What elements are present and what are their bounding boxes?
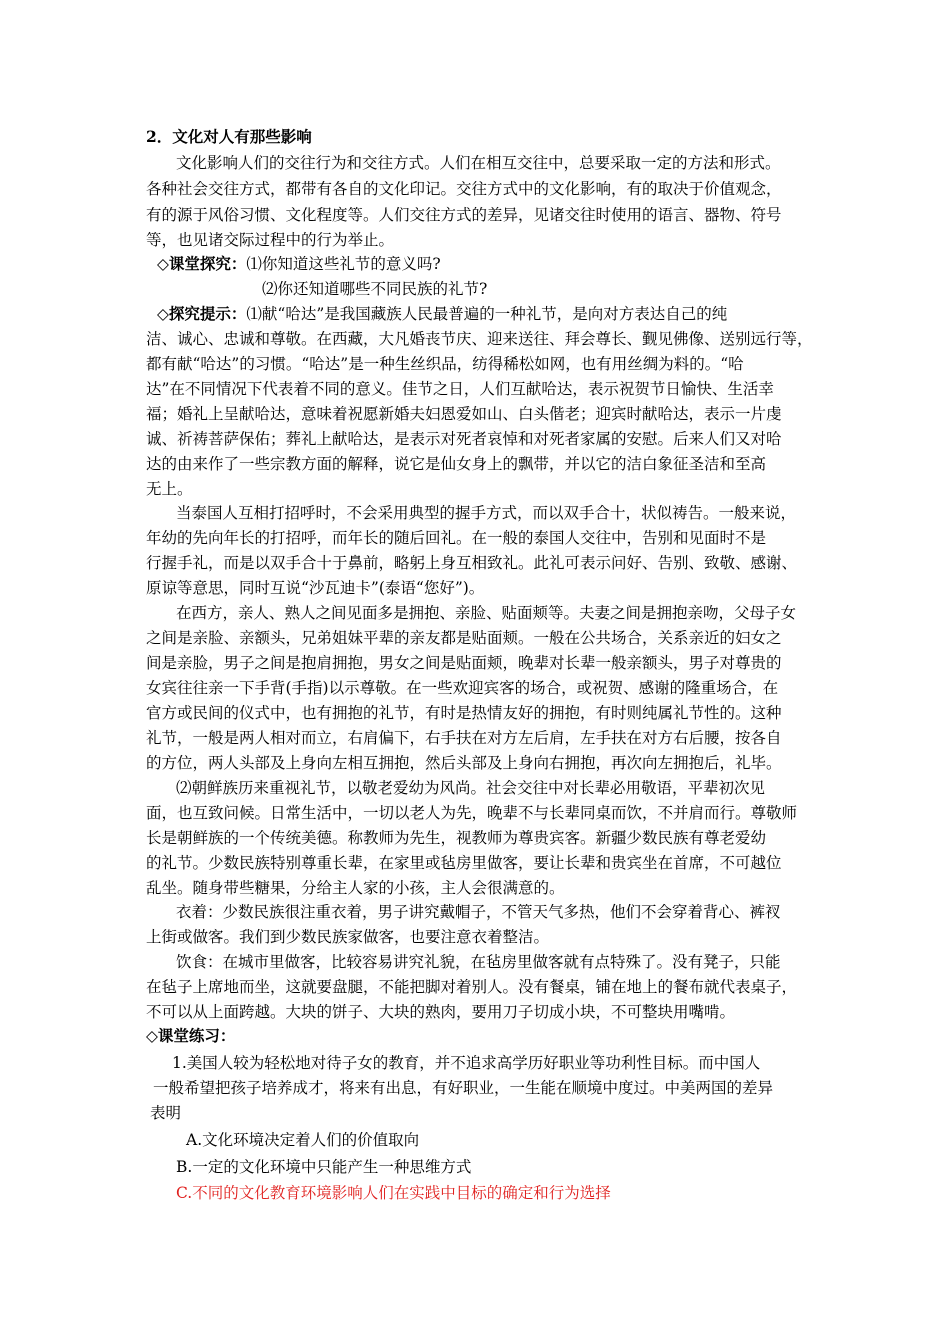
west-line: 官方或民间的仪式中，也有拥抱的礼节，有时是热情友好的拥抱，有时则纯属礼节性的。这种 [146, 704, 782, 722]
question-line: 一般希望把孩子培养成才，将来有出息，有好职业，一生能在顺境中度过。中美两国的差异 [153, 1079, 774, 1097]
korean-line: ⑵朝鲜族历来重视礼节，以敬老爱幼为风尚。社会交往中对长辈必用敬语，平辈初次见 [176, 779, 766, 797]
west-line: 礼节，一般是两人相对而立，右肩偏下，右手扶在对方左后肩，左手扶在对方右后腰，按各自 [146, 729, 782, 747]
hint-line: 无上。 [146, 480, 193, 498]
thai-line: 原谅等意思，同时互说“沙瓦迪卡”(泰语“您好”)。 [146, 579, 485, 597]
hint-line: 诚、祈祷菩萨保佑；葬礼上献哈达，是表示对死者哀悼和对死者家属的安慰。后来人们又对哈 [146, 430, 782, 448]
option-b: B.一定的文化环境中只能产生一种思维方式 [176, 1158, 472, 1176]
hint-line: 达的由来作了一些宗教方面的解释，说它是仙女身上的飘带，并以它的洁白象征圣洁和至高 [146, 455, 767, 473]
practice-label: ◇课堂练习： [146, 1026, 236, 1045]
hint-line: 达”在不同情况下代表着不同的意义。佳节之日，人们互献哈达，表示祝贺节日愉快、生活幸 [146, 380, 774, 398]
hint-line: 福；婚礼上呈献哈达，意味着祝愿新婚夫妇恩爱如山、白头偕老；迎宾时献哈达，表示一片虔 [146, 405, 782, 423]
thai-line: 当泰国人互相打招呼时，不会采用典型的握手方式，而以双手合十，状似祷告。一般来说， [176, 504, 797, 522]
korean-line: 长是朝鲜族的一个传统美德。称教师为先生，视教师为尊贵宾客。新疆少数民族有尊老爱幼 [146, 829, 767, 847]
clothing-line: 衣着：少数民族很注重衣着，男子讲究戴帽子，不管天气多热，他们不会穿着背心、裤衩 [176, 903, 781, 921]
food-line: 不可以从上面跨越。大块的饼子、大块的熟肉，要用刀子切成小块，不可整块用嘴啃。 [146, 1003, 736, 1021]
clothing-line: 上街或做客。我们到少数民族家做客，也要注意衣着整洁。 [146, 928, 550, 946]
intro-line: 各种社会交往方式，都带有各自的文化印记。交往方式中的文化影响，有的取决于价值观念， [146, 180, 782, 198]
option-a: A.文化环境决定着人们的价值取向 [186, 1131, 420, 1149]
west-line: 女宾往往亲一下手背(手指)以示尊敬。在一些欢迎宾客的场合，或祝贺、感谢的隆重场合，在 [146, 679, 779, 697]
west-line: 之间是亲脸、亲额头，兄弟姐妹平辈的亲友都是贴面颊。一般在公共场合，关系亲近的妇女之 [146, 629, 782, 647]
food-line: 饮食：在城市里做客，比较容易讲究礼貌，在毡房里做客就有点特殊了。没有凳子，只能 [176, 953, 781, 971]
thai-line: 年幼的先向年长的打招呼，而年长的随后回礼。在一般的泰国人交往中，告别和见面时不是 [146, 529, 767, 547]
hint-line: 都有献“哈达”的习惯。“哈达”是一种生丝织品，纺得稀松如网，也有用丝绸为料的。“哈 [146, 355, 744, 373]
hint-line: ⑴献“哈达”是我国藏族人民最普遍的一种礼节，是向对方表达自己的纯 [246, 305, 728, 323]
west-line: 间是亲脸，男子之间是抱肩拥抱，男女之间是贴面颊，晚辈对长辈一般亲额头，男子对尊贵的 [146, 654, 782, 672]
explore-label: ◇课堂探究： [157, 254, 247, 273]
korean-line: 的礼节。少数民族特别尊重长辈，在家里或毡房里做客，要让长辈和贵宾坐在首席，不可越位 [146, 854, 782, 872]
west-line: 的方位，两人头部及上身向左相互拥抱，然后头部及上身向右拥抱，再次向左拥抱后，礼毕。 [146, 754, 782, 772]
explore-question-1: ⑴你知道这些礼节的意义吗? [246, 255, 441, 273]
explore-row [157, 253, 441, 275]
thai-line: 行握手礼，而是以双手合十于鼻前，略躬上身互相致礼。此礼可表示问好、告别、致敬、感谢、 [146, 554, 798, 572]
food-line: 在毡子上席地而坐，这就要盘腿，不能把脚对着别人。没有餐桌，铺在地上的餐布就代表桌子， [146, 978, 798, 996]
section-heading: 2．文化对人有那些影响 [146, 127, 312, 146]
korean-line: 面，也互致问候。日常生活中，一切以老人为先，晚辈不与长辈同桌而饮，不并肩而行。尊敬师 [146, 804, 798, 822]
hint-line: 洁、诚心、忠诚和尊敬。在西藏，大凡婚丧节庆、迎来送往、拜会尊长、觐见佛像、送别远行等， [146, 330, 813, 348]
west-line: 在西方，亲人、熟人之间见面多是拥抱、亲脸、贴面颊等。夫妻之间是拥抱亲吻，父母子女 [176, 604, 797, 622]
intro-line: 等，也见诸交际过程中的行为举止。 [146, 231, 395, 249]
explore-question-2: ⑵你还知道哪些不同民族的礼节? [262, 280, 488, 298]
intro-line: 有的源于风俗习惯、文化程度等。人们交往方式的差异，见诸交往时使用的语言、器物、符号 [146, 206, 782, 224]
korean-line: 乱坐。随身带些糖果，分给主人家的小孩，主人会很满意的。 [146, 879, 565, 897]
hint-row [157, 303, 727, 325]
question-line: 1.美国人较为轻松地对待子女的教育，并不追求高学历好职业等功利性目标。而中国人 [172, 1054, 761, 1072]
option-c-answer: C.不同的文化教育环境影响人们在实践中目标的确定和行为选择 [176, 1184, 611, 1202]
intro-line: 文化影响人们的交往行为和交往方式。人们在相互交往中，总要采取一定的方法和形式。 [176, 154, 781, 172]
hint-label: ◇探究提示： [157, 304, 247, 323]
question-line: 表明 [150, 1104, 182, 1122]
